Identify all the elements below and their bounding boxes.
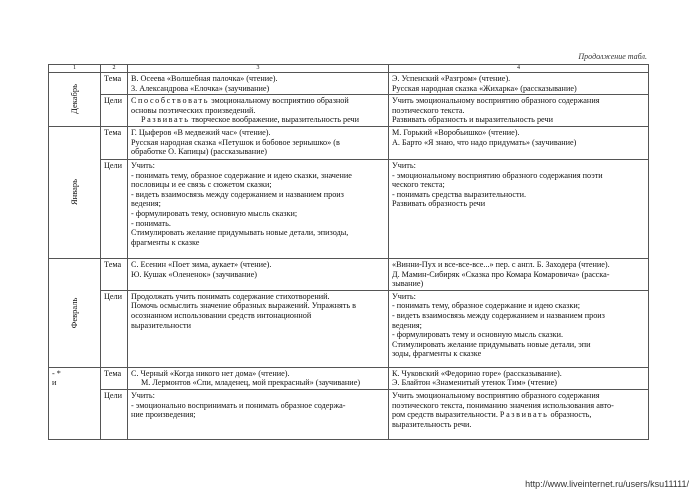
text-line: выразительность речи. <box>392 419 472 429</box>
text-line: ведения; <box>392 320 422 330</box>
text-line: основы поэтических произведений. <box>131 105 256 115</box>
text-line: Помочь осмыслить значение образных выражений. Упражнять в <box>131 301 356 311</box>
text-line: Э. Успенский «Разгром» (чтение). <box>392 74 511 83</box>
text-line: А. Барто «Я знаю, что надо придумать» (заучивание) <box>392 137 577 147</box>
list-item: - эмоционально воспринимать и понимать образное содержа- <box>131 400 346 410</box>
text-line: обработке О. Капицы) (рассказывание) <box>131 147 267 157</box>
goals-cell <box>128 389 389 439</box>
goals-cell <box>128 290 389 367</box>
goals-cell <box>389 95 649 127</box>
text-fragment: эмоциональному восприятию образной <box>209 96 349 106</box>
text-line: Г. Цыферов «В медвежий час» (чтение). <box>131 127 271 137</box>
row-label-goals: Цели <box>101 389 128 439</box>
month-cell-january <box>49 126 101 258</box>
column-header: 2 <box>101 65 128 73</box>
text-line: Учить: <box>131 160 155 170</box>
month-mark: и <box>52 378 57 388</box>
goals-cell <box>389 159 649 258</box>
row-label-theme: Тема <box>101 126 128 159</box>
table-row <box>49 389 649 439</box>
text-line: ние произведения; <box>131 410 196 420</box>
table-row <box>49 367 649 389</box>
list-item: - понимать тему, образное содержание и идею сказки; <box>392 301 581 311</box>
month-label: Январь <box>68 179 79 206</box>
text-line: поэтического текста, пониманию значения использования авто- <box>392 400 614 410</box>
row-label-theme: Тема <box>101 367 128 389</box>
theme-cell <box>128 126 389 159</box>
column-header: 3 <box>128 65 389 73</box>
text-line: Учить: <box>131 390 155 400</box>
spaced-text: Развивать <box>499 410 549 420</box>
text-line: Учить: <box>392 291 416 301</box>
lesson-plan-table <box>48 64 649 440</box>
spaced-text: Способствовать <box>131 96 210 106</box>
list-item: - эмоциональному восприятию образного содержания поэти <box>392 170 603 180</box>
source-url: http://www.liveinternet.ru/users/ksu11111/ <box>525 479 689 489</box>
table-caption: Продолжение табл. <box>578 52 647 61</box>
text-line: С. Есенин «Поет зима, аукает» (чтение). <box>131 259 272 269</box>
month-label: Февраль <box>68 297 79 329</box>
month-cell-february <box>49 258 101 367</box>
row-label-goals: Цели <box>101 159 128 258</box>
text-line: Русская народная сказка «Жихарка» (рассказывание) <box>392 83 577 93</box>
text-line: пословицы и ее связь с сюжетом сказки; <box>131 180 272 190</box>
text-line: С. Черный «Когда никого нет дома» (чтение). <box>131 368 290 378</box>
text-line: ческого текста; <box>392 180 445 190</box>
month-mark: - * <box>52 368 61 378</box>
text-line: 3. Александрова «Елочка» (заучивание) <box>131 83 270 93</box>
text-fragment: образность, <box>548 410 592 420</box>
table-row <box>49 95 649 127</box>
text-line: зывание) <box>392 279 424 289</box>
text-line: ведения; <box>131 199 161 209</box>
theme-cell <box>128 73 389 95</box>
theme-cell <box>128 367 389 389</box>
text-line: М. Лермонтов «Спи, младенец, мой прекрасный» (заучивание) <box>141 378 361 388</box>
header-row <box>49 65 649 73</box>
table-row <box>49 73 649 95</box>
row-label-theme: Тема <box>101 73 128 95</box>
theme-cell <box>389 367 649 389</box>
text-line: Продолжать учить понимать содержание стихотворений. <box>131 291 330 301</box>
text-line: Русская народная сказка «Петушок и бобовое зернышко» (в <box>131 137 340 147</box>
goals-cell <box>128 95 389 127</box>
row-label-theme: Тема <box>101 258 128 290</box>
text-line: В. Осеева «Волшебная палочка» (чтение). <box>131 74 278 83</box>
column-header: 4 <box>389 65 649 73</box>
list-item: - понимать тему, образное содержание и идею сказки, значение <box>131 170 352 180</box>
goals-cell <box>389 389 649 439</box>
text-line: Развивать образность и выразительность речи <box>392 115 553 125</box>
table-row <box>49 126 649 159</box>
goals-cell <box>389 290 649 367</box>
row-label-goals: Цели <box>101 95 128 127</box>
text-line: Д. Мамин-Сибиряк «Сказка про Комара Комаровича» (расска- <box>392 269 610 279</box>
text-line: Развивать образность речи <box>392 199 486 209</box>
text-line: зоды, фрагменты к сказке <box>392 349 482 359</box>
theme-cell <box>389 73 649 95</box>
list-item: - понимать средства выразительности. <box>392 189 527 199</box>
month-label: Декабрь <box>68 84 79 115</box>
list-item: - видеть взаимосвязь между содержанием и названием произ <box>392 310 605 320</box>
theme-cell <box>389 258 649 290</box>
text-line: осознанном использовании средств интонационной <box>131 310 312 320</box>
text-line: Э. Блайтон «Знаменитый утенок Тим» (чтение) <box>392 378 557 388</box>
text-line: Стимулировать желание придумывать новые детали, эпи <box>392 339 591 349</box>
text-line: М. Горький «Воробьишко» (чтение). <box>392 127 520 137</box>
table-row <box>49 290 649 367</box>
theme-cell <box>389 126 649 159</box>
list-item: - понимать. <box>131 218 171 228</box>
text-line: К. Чуковский «Федорино горе» (рассказывание). <box>392 368 562 378</box>
theme-cell <box>128 258 389 290</box>
table-row <box>49 258 649 290</box>
text-fragment: творческое воображение, выразительность речи <box>189 115 360 125</box>
list-item: - видеть взаимосвязь между содержанием и названием произ <box>131 189 344 199</box>
column-header: 1 <box>49 65 101 73</box>
list-item: - формулировать тему и основную мысль сказки. <box>392 330 564 340</box>
text-line: поэтического текста. <box>392 105 465 115</box>
goals-cell <box>128 159 389 258</box>
text-line: Учить эмоциональному восприятию образного содержания <box>392 96 600 106</box>
text-line: «Винни-Пух и все-все-все...» пер. с англ. Б. Заходера (чтение). <box>392 259 610 269</box>
text-line: фрагменты к сказке <box>131 237 200 247</box>
table-row <box>49 159 649 258</box>
text-line: Учить: <box>392 160 416 170</box>
text-fragment: ром средств выразительности. <box>392 410 500 420</box>
row-label-goals: Цели <box>101 290 128 367</box>
text-line: Стимулировать желание придумывать новые детали, эпизоды, <box>131 228 349 238</box>
text-line: Учить эмоциональному восприятию образного содержания <box>392 390 600 400</box>
month-cell-december <box>49 73 101 127</box>
spaced-text: Развивать <box>141 115 190 125</box>
text-line: Ю. Кушак «Олененок» (заучивание) <box>131 269 258 279</box>
month-cell-march <box>49 367 101 439</box>
list-item: - формулировать тему, основную мысль сказки; <box>131 208 298 218</box>
text-line: выразительности <box>131 320 192 330</box>
